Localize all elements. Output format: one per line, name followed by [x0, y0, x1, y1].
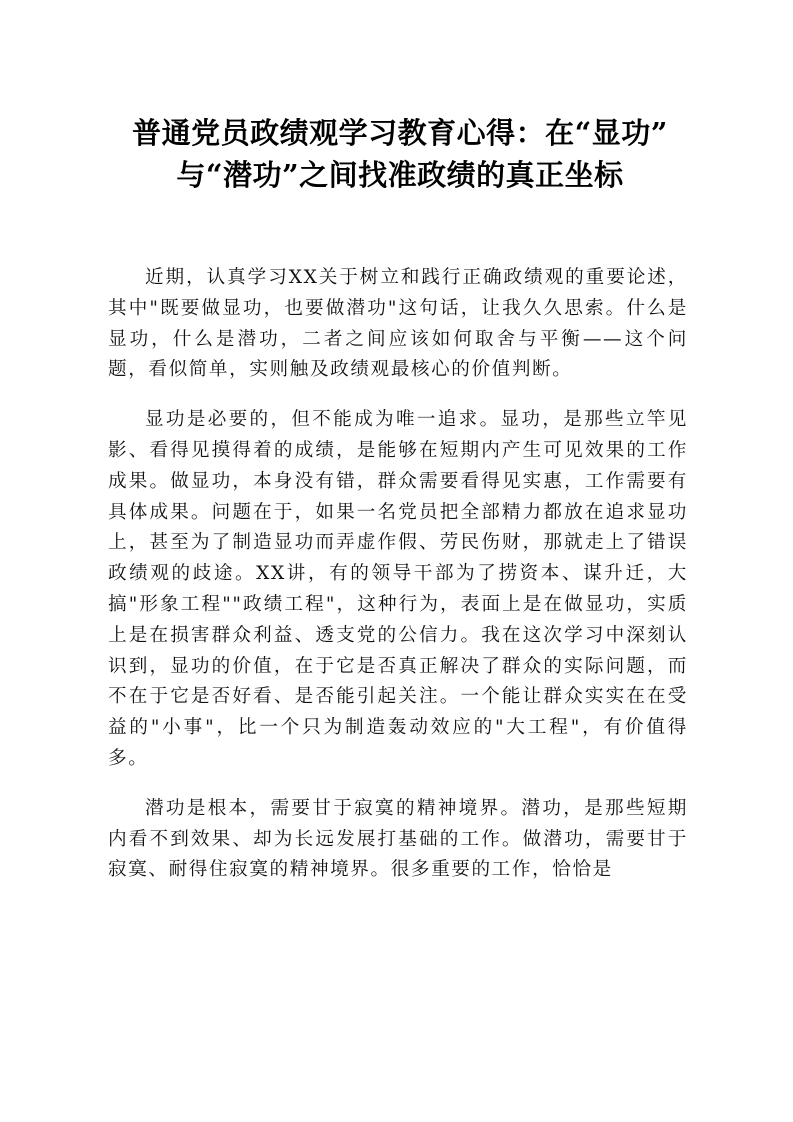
title-line-1: 普通党员政绩观学习教育心得：在“显功”: [132, 116, 668, 150]
document-body: [108, 263, 688, 905]
paragraph-3: 潜功是根本，需要甘于寂寞的精神境界。潜功，是那些短期内看不到效果、却为长远发展打基础的工作。做潜功，需要甘于寂寞、耐得住寂寞的精神境界。很多重要的工作，恰恰是: [108, 797, 688, 881]
paragraph-1: 近期，认真学习XX关于树立和践行正确政绩观的重要论述，其中"既要做显功，也要做潜功"这句话，让我久久思索。什么是显功，什么是潜功，二者之间应该如何取舍与平衡——这个问题，看似简单，实则触及政绩观最核心的价值判断。: [108, 267, 688, 381]
title-line-2: 与“潜功”之间找准政绩的真正坐标: [176, 158, 624, 192]
paragraph-2: 显功是必要的，但不能成为唯一追求。显功，是那些立竿见影、看得见摸得着的成绩，是能够在短期内产生可见效果的工作成果。做显功，本身没有错，群众需要看得见实惠，工作需要有具体成果。问题在于，如果一名党员把全部精力都放在追求显功上，甚至为了制造显功而弄虚作假、劳民伤财，那就走上了错误政绩观的歧途。XX讲，有的领导干部为了捞资本、谋升迁，大搞"形象工程""政绩工程"，这种行为，表面上是在做显功，实质上是在损害群众利益、透支党的公信力。我在这次学习中深刻认识到，显功的价值，在于它是否真正解决了群众的实际问题，而不在于它是否好看、是否能引起关注。一个能让群众实实在在受益的"小事"，比一个只为制造轰动效应的"大工程"，有价值得多。: [108, 409, 688, 769]
document-title: [100, 112, 700, 196]
